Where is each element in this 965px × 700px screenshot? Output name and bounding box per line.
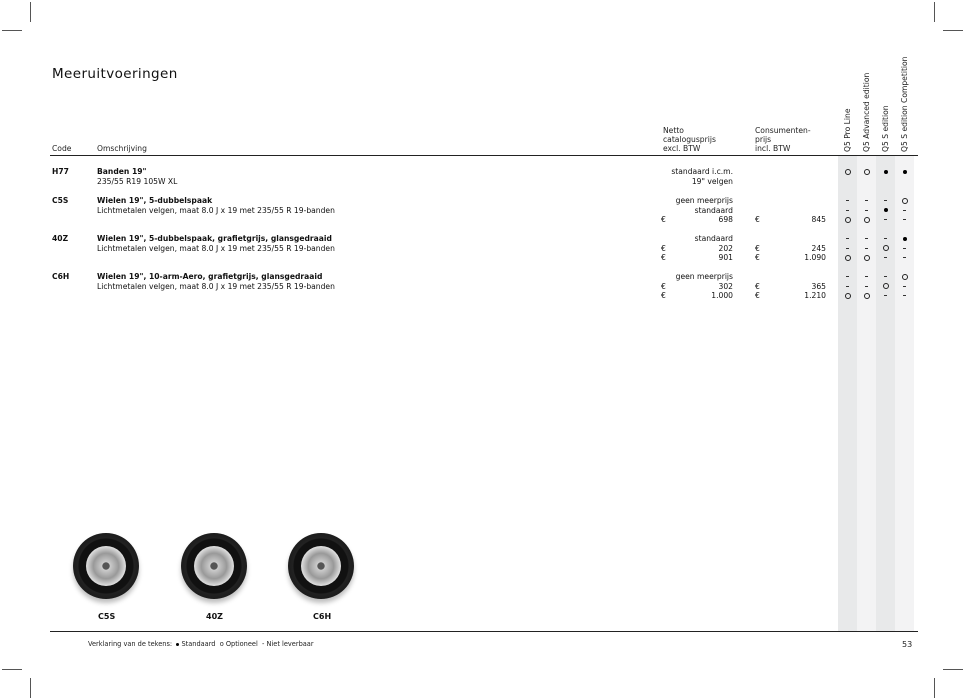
availability-cell bbox=[838, 167, 857, 177]
not-available-icon bbox=[865, 248, 868, 249]
not-available-icon bbox=[846, 238, 849, 239]
row-description bbox=[97, 272, 335, 291]
not-available-icon bbox=[846, 276, 849, 277]
optional-icon bbox=[864, 293, 870, 299]
availability-cell bbox=[876, 282, 895, 292]
availability-cell bbox=[895, 253, 914, 263]
row-code: C6H bbox=[52, 272, 70, 281]
row-description bbox=[97, 196, 335, 215]
optional-icon bbox=[864, 217, 870, 223]
availability-cell bbox=[857, 196, 876, 206]
net-price-currency: € bbox=[661, 281, 666, 291]
optional-icon bbox=[902, 198, 908, 204]
not-available-icon bbox=[884, 219, 887, 220]
not-available-icon bbox=[884, 257, 887, 258]
wheel-label: C5S bbox=[98, 612, 116, 621]
row-description bbox=[97, 167, 177, 186]
net-price-value: standaard bbox=[694, 205, 733, 215]
row-title: Wielen 19", 5-dubbelspaak bbox=[97, 196, 213, 205]
optional-icon bbox=[845, 217, 851, 223]
availability-cell bbox=[857, 206, 876, 216]
crop-mark bbox=[943, 30, 963, 31]
net-price-value: standaard i.c.m. bbox=[671, 167, 733, 176]
net-price-currency: € bbox=[661, 291, 666, 300]
availability-cell bbox=[838, 215, 857, 225]
consumer-price-value: 1.090 bbox=[804, 253, 826, 262]
row-title: Wielen 19", 5-dubbelspaak, grafietgrijs, glansgedraaid bbox=[97, 234, 332, 243]
model-column-shade bbox=[895, 156, 914, 632]
header-code: Code bbox=[52, 144, 72, 153]
availability-cell bbox=[838, 282, 857, 292]
model-column-shade bbox=[838, 156, 857, 632]
net-price-value: standaard bbox=[694, 234, 733, 243]
availability-cell bbox=[895, 196, 914, 206]
header-model: Q5 S edition bbox=[881, 105, 890, 152]
net-price-currency: € bbox=[661, 215, 666, 224]
crop-mark bbox=[934, 678, 935, 698]
availability-cell bbox=[838, 244, 857, 254]
standard-icon bbox=[903, 237, 907, 241]
row-subtitle: Lichtmetalen velgen, maat 8.0 J x 19 met 235/55 R 19-banden bbox=[97, 243, 335, 253]
consumer-price-value: 365 bbox=[811, 281, 826, 291]
consumer-price-value: 845 bbox=[811, 215, 826, 224]
availability-cell bbox=[838, 234, 857, 244]
availability-cell bbox=[838, 196, 857, 206]
not-available-icon: - bbox=[262, 640, 265, 648]
not-available-icon bbox=[865, 238, 868, 239]
page-number: 53 bbox=[902, 640, 913, 649]
availability-cell bbox=[895, 167, 914, 177]
wheel-label: 40Z bbox=[206, 612, 223, 621]
availability-cell bbox=[895, 282, 914, 292]
availability-cell bbox=[876, 215, 895, 225]
availability-cell bbox=[895, 244, 914, 254]
header-description: Omschrijving bbox=[97, 144, 147, 153]
row-code: H77 bbox=[52, 167, 69, 176]
not-available-icon bbox=[903, 248, 906, 249]
consumer-price-currency: € bbox=[755, 215, 760, 224]
availability-cell bbox=[895, 206, 914, 216]
crop-mark bbox=[2, 669, 22, 670]
header-net-price-line: catalogusprijs bbox=[663, 135, 716, 144]
not-available-icon bbox=[903, 219, 906, 220]
net-price-value: 901 bbox=[718, 253, 733, 262]
standard-icon bbox=[884, 170, 888, 174]
wheel-image bbox=[288, 533, 354, 599]
not-available-icon bbox=[846, 200, 849, 201]
availability-cell bbox=[876, 196, 895, 206]
net-price-value: 698 bbox=[718, 215, 733, 224]
row-description bbox=[97, 234, 335, 253]
consumer-price-currency: € bbox=[755, 243, 760, 253]
consumer-price-currency: € bbox=[755, 281, 760, 291]
not-available-icon bbox=[884, 276, 887, 277]
net-price-currency: € bbox=[661, 253, 666, 262]
availability-cell bbox=[895, 291, 914, 301]
rim-icon bbox=[86, 546, 126, 586]
crop-mark bbox=[30, 678, 31, 698]
row-subtitle: Lichtmetalen velgen, maat 8.0 J x 19 met 235/55 R 19-banden bbox=[97, 281, 335, 291]
header-net-price-line: excl. BTW bbox=[663, 144, 701, 153]
availability-cell bbox=[857, 234, 876, 244]
footer-divider bbox=[50, 631, 918, 632]
not-available-icon bbox=[846, 248, 849, 249]
optional-icon bbox=[864, 169, 870, 175]
availability-cell bbox=[876, 167, 895, 177]
availability-cell bbox=[857, 253, 876, 263]
availability-cell bbox=[857, 272, 876, 282]
optional-icon bbox=[864, 255, 870, 261]
net-price-value: 302 bbox=[718, 281, 733, 291]
header-divider bbox=[50, 155, 918, 156]
rim-icon bbox=[301, 546, 341, 586]
consumer-price-value: 245 bbox=[811, 243, 826, 253]
net-price-value: 1.000 bbox=[711, 291, 733, 300]
optional-icon bbox=[845, 255, 851, 261]
header-consumer-price-line: Consumenten- bbox=[755, 126, 811, 135]
legend bbox=[88, 640, 314, 648]
availability-cell bbox=[857, 215, 876, 225]
legend-optional: Optioneel bbox=[225, 640, 258, 648]
availability-cell bbox=[838, 206, 857, 216]
not-available-icon bbox=[903, 295, 906, 296]
availability-cell bbox=[838, 272, 857, 282]
availability-cell bbox=[876, 291, 895, 301]
not-available-icon bbox=[903, 210, 906, 211]
crop-mark bbox=[934, 2, 935, 22]
row-code: C5S bbox=[52, 196, 69, 205]
wheel-image bbox=[181, 533, 247, 599]
not-available-icon bbox=[884, 238, 887, 239]
optional-icon: o bbox=[219, 640, 224, 648]
net-price-value: 202 bbox=[718, 243, 733, 253]
net-price-value: geen meerprijs bbox=[675, 272, 733, 281]
availability-cell bbox=[895, 234, 914, 244]
net-price-value: 19" velgen bbox=[691, 176, 733, 186]
availability-cell bbox=[838, 291, 857, 301]
availability-cell bbox=[838, 253, 857, 263]
not-available-icon bbox=[846, 286, 849, 287]
header-consumer-price-line: prijs bbox=[755, 135, 772, 144]
not-available-icon bbox=[865, 200, 868, 201]
header-net-price bbox=[663, 126, 716, 153]
not-available-icon bbox=[865, 276, 868, 277]
availability-cell bbox=[857, 282, 876, 292]
not-available-icon bbox=[865, 286, 868, 287]
model-column-shade bbox=[876, 156, 895, 632]
legend-standard: Standaard bbox=[181, 640, 216, 648]
standard-icon bbox=[176, 643, 179, 646]
optional-icon bbox=[845, 293, 851, 299]
availability-cell bbox=[857, 167, 876, 177]
optional-icon bbox=[883, 245, 889, 251]
standard-icon bbox=[903, 170, 907, 174]
consumer-price-currency: € bbox=[755, 291, 760, 300]
header-model: Q5 S edition Competition bbox=[900, 56, 909, 152]
row-title: Banden 19" bbox=[97, 167, 147, 176]
not-available-icon bbox=[865, 210, 868, 211]
header-net-price-line: Netto bbox=[663, 126, 684, 135]
standard-icon bbox=[884, 208, 888, 212]
availability-cell bbox=[857, 244, 876, 254]
availability-cell bbox=[876, 272, 895, 282]
legend-label: Verklaring van de tekens: bbox=[88, 640, 173, 648]
crop-mark bbox=[2, 30, 22, 31]
availability-cell bbox=[857, 291, 876, 301]
not-available-icon bbox=[884, 295, 887, 296]
wheel-label: C6H bbox=[313, 612, 332, 621]
model-column-shade bbox=[857, 156, 876, 632]
crop-mark bbox=[30, 2, 31, 22]
crop-mark bbox=[943, 669, 963, 670]
optional-icon bbox=[845, 169, 851, 175]
optional-icon bbox=[902, 274, 908, 280]
net-price-value: geen meerprijs bbox=[675, 196, 733, 205]
header-consumer-price-line: incl. BTW bbox=[755, 144, 791, 153]
legend-not-available: Niet leverbaar bbox=[266, 640, 314, 648]
row-code: 40Z bbox=[52, 234, 69, 243]
not-available-icon bbox=[884, 200, 887, 201]
row-title: Wielen 19", 10-arm-Aero, grafietgrijs, glansgedraaid bbox=[97, 272, 323, 281]
header-model: Q5 Pro Line bbox=[843, 108, 852, 152]
availability-cell bbox=[876, 206, 895, 216]
availability-cell bbox=[876, 234, 895, 244]
availability-cell bbox=[876, 253, 895, 263]
net-price-currency: € bbox=[661, 243, 666, 253]
consumer-price-currency: € bbox=[755, 253, 760, 262]
availability-cell bbox=[895, 272, 914, 282]
page-title: Meeruitvoeringen bbox=[52, 66, 178, 82]
optional-icon bbox=[883, 283, 889, 289]
not-available-icon bbox=[846, 210, 849, 211]
row-subtitle: Lichtmetalen velgen, maat 8.0 J x 19 met 235/55 R 19-banden bbox=[97, 205, 335, 215]
availability-cell bbox=[895, 215, 914, 225]
availability-cell bbox=[876, 244, 895, 254]
not-available-icon bbox=[903, 257, 906, 258]
wheel-image bbox=[73, 533, 139, 599]
header-consumer-price bbox=[755, 126, 811, 153]
not-available-icon bbox=[903, 286, 906, 287]
row-subtitle: 235/55 R19 105W XL bbox=[97, 176, 178, 186]
consumer-price-value: 1.210 bbox=[804, 291, 826, 300]
header-model: Q5 Advanced edition bbox=[862, 72, 871, 152]
rim-icon bbox=[194, 546, 234, 586]
